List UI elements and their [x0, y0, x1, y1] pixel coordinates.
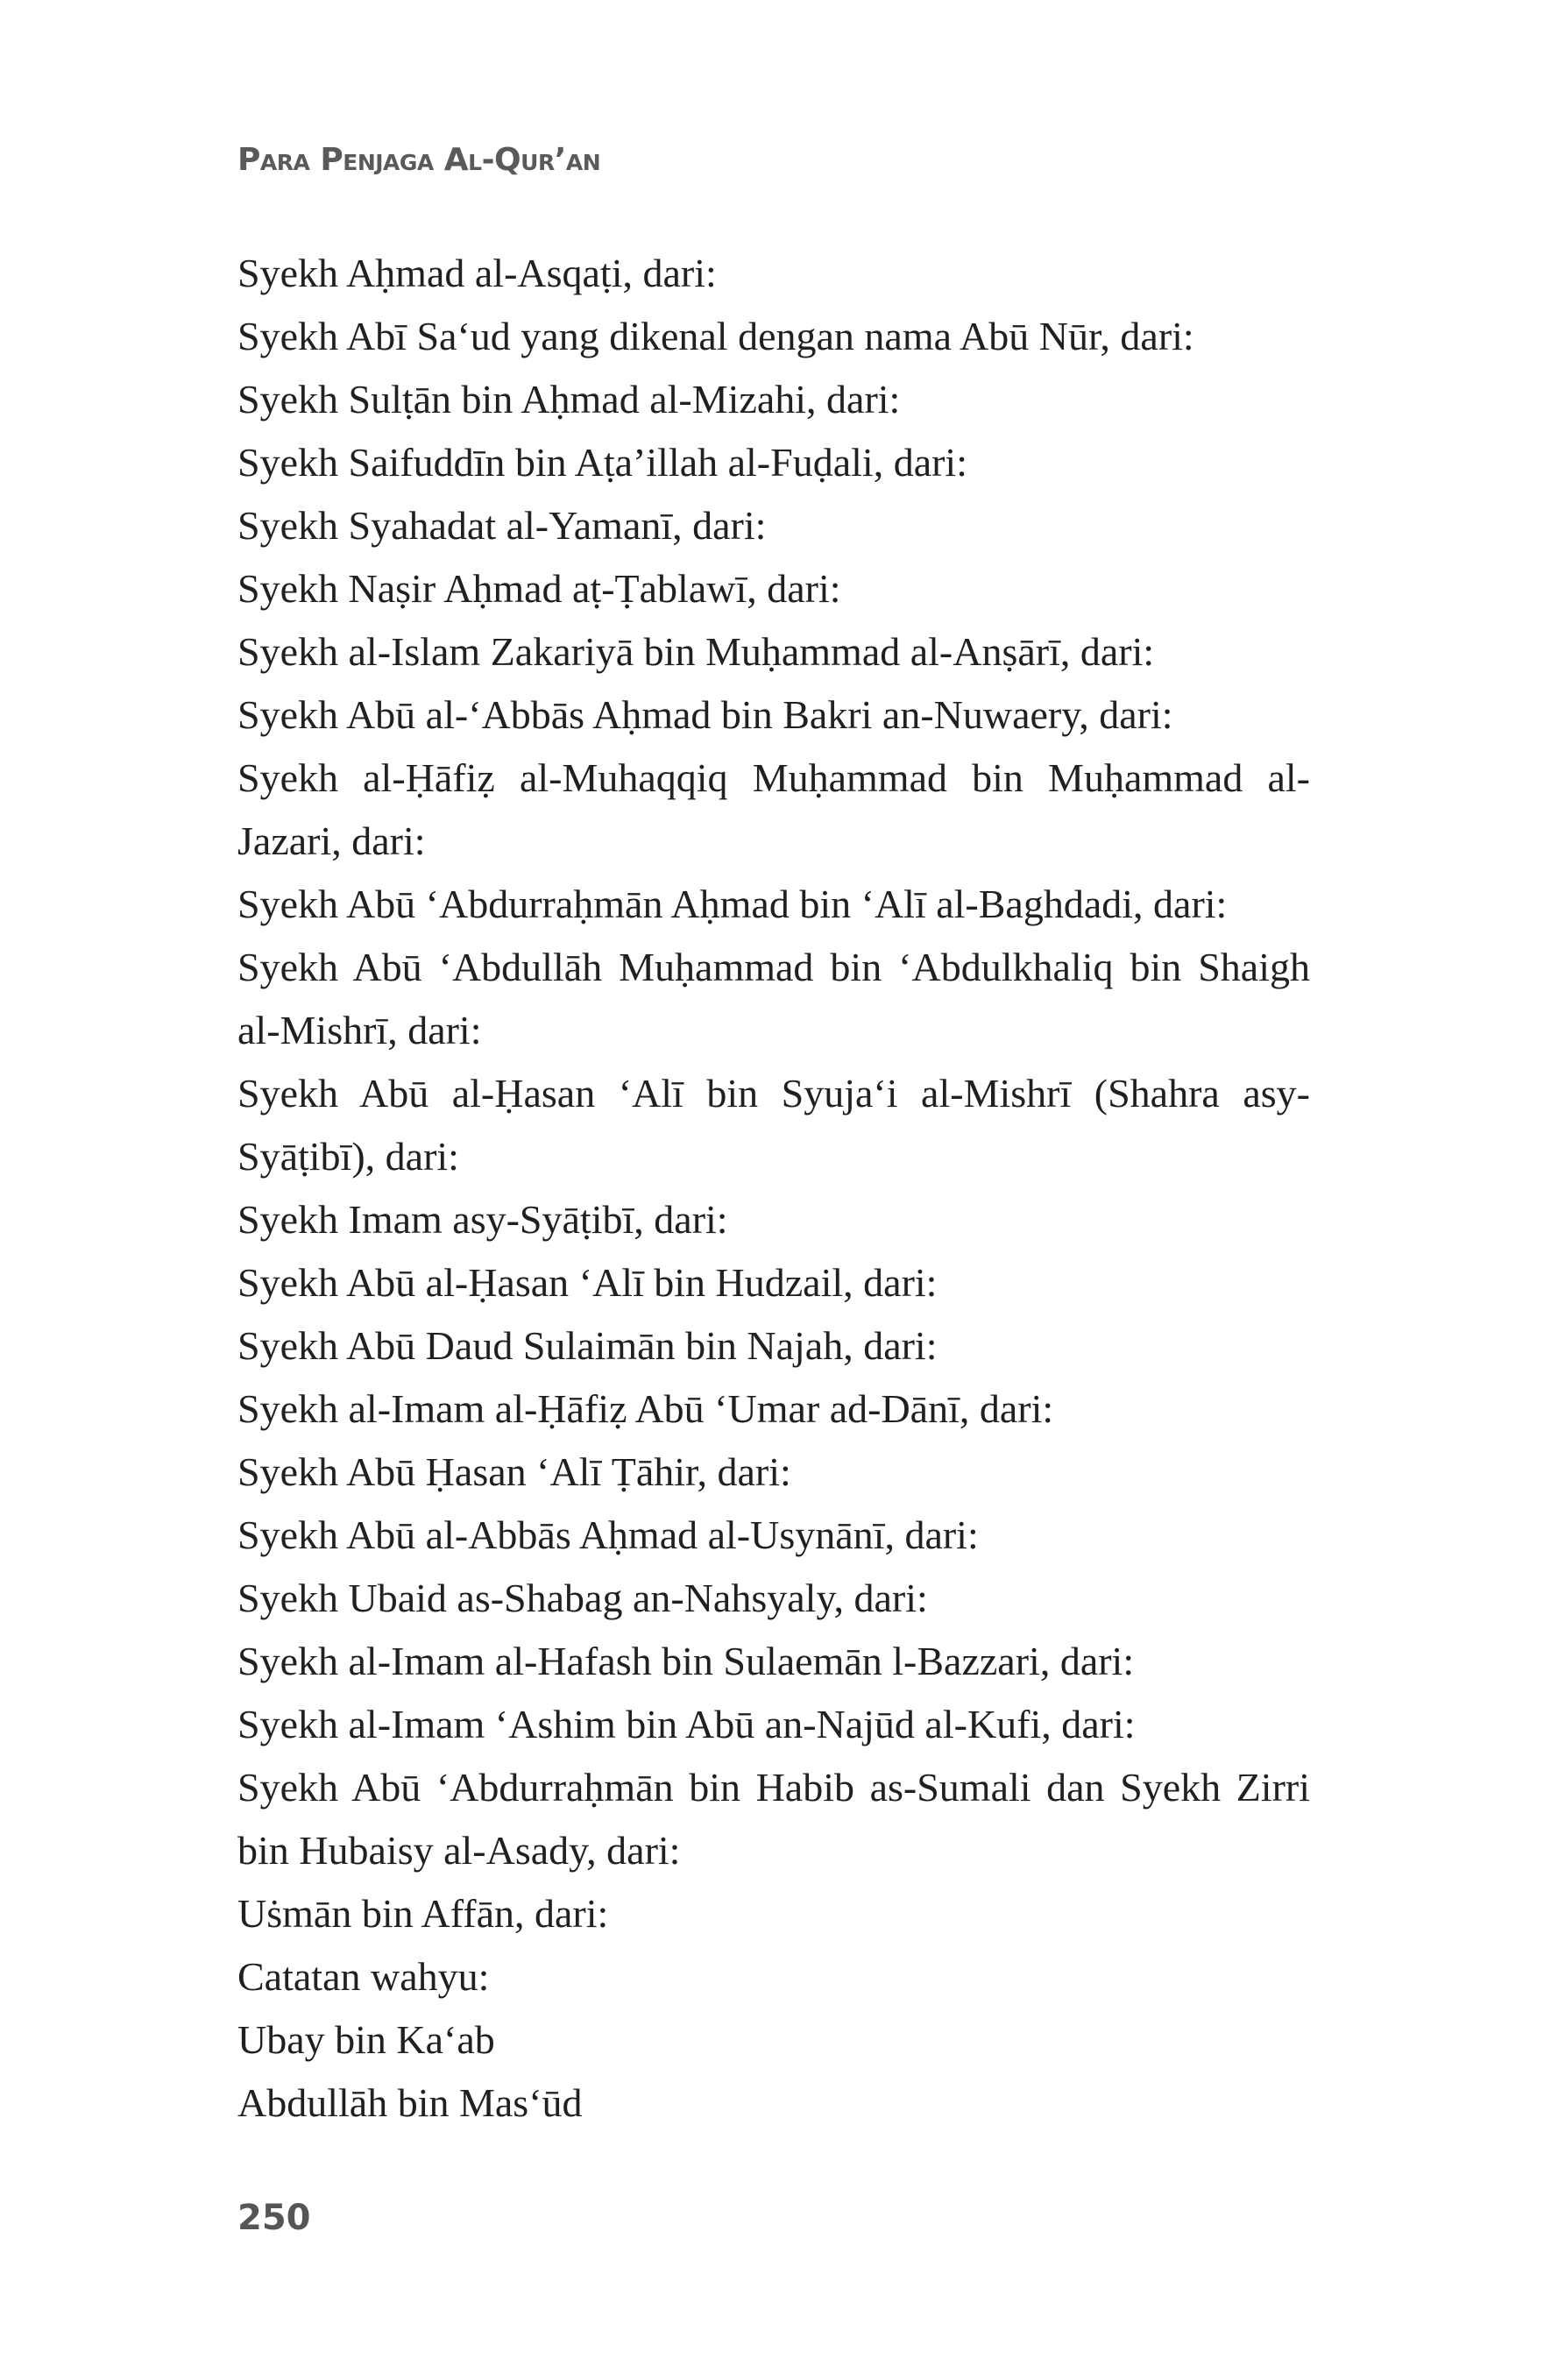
chain-entry-line: Syekh Abū al-Ḥasan ‘Alī bin Hudzail, dari: — [237, 1260, 938, 1305]
chain-entry — [237, 1567, 1310, 1630]
chain-entry-line: Syekh Abī Sa‘ud yang dikenal dengan nama Abū Nūr, dari: — [237, 314, 1194, 358]
chain-entry — [237, 620, 1310, 684]
page-number: 250 — [237, 2198, 311, 2238]
chain-entry — [237, 936, 1310, 1062]
chain-entry — [237, 557, 1310, 620]
chain-entry-line: Catatan wahyu: — [237, 1954, 490, 1999]
chain-entry — [237, 494, 1310, 557]
chain-entry-line: Syekh al-Imam ‘Ashim bin Abū an-Najūd al-Kufi, dari: — [237, 1702, 1136, 1746]
chain-entry — [237, 305, 1310, 368]
chain-entry-line: Syekh Abū al-‘Abbās Aḥmad bin Bakri an-Nuwaery, dari: — [237, 692, 1173, 737]
chain-entry-line: Syekh Abū al-Ḥasan ‘Alī bin Syuja‘i al-Mishrī (Shahra asy- — [237, 1071, 1310, 1116]
chain-entry — [237, 1251, 1310, 1314]
running-header: Para Penjaga Al-Qur’an — [237, 142, 601, 178]
chain-entry-line: Ubay bin Ka‘ab — [237, 2017, 495, 2062]
chain-entry-line: Syekh Abū Daud Sulaimān bin Najah, dari: — [237, 1323, 938, 1368]
chain-entry — [237, 1378, 1310, 1441]
chain-entry-line: Syekh Sulṭān bin Aḥmad al-Mizahi, dari: — [237, 377, 901, 421]
chain-entry-line: Syekh Imam asy-Syāṭibī, dari: — [237, 1197, 728, 1242]
chain-entry-line: Syekh Syahadat al-Yamanī, dari: — [237, 503, 767, 548]
chain-entry — [237, 747, 1310, 873]
chain-entry — [237, 1188, 1310, 1251]
chain-entry-line: Syekh al-Imam al-Ḥāfiẓ Abū ‘Umar ad-Dānī, dari: — [237, 1386, 1054, 1431]
chain-entry — [237, 1630, 1310, 1693]
chain-entry-line: Syekh Abū ‘Abdurraḥmān Aḥmad bin ‘Alī al-Baghdadi, dari: — [237, 882, 1228, 926]
chain-entry — [237, 684, 1310, 747]
chain-entry — [237, 1062, 1310, 1188]
chain-entry-line: al-Mishrī, dari: — [237, 1008, 482, 1052]
sanad-chain-list — [237, 242, 1310, 2135]
chain-entry-line: Syekh Abū ‘Abdullāh Muḥammad bin ‘Abdulkhaliq bin Shaigh — [237, 945, 1310, 989]
chain-entry-line: Syekh Naṣir Aḥmad aṭ-Ṭablawī, dari: — [237, 566, 841, 611]
chain-entry-line: Syekh Abū ‘Abdurraḥmān bin Habib as-Sumali dan Syekh Zirri — [237, 1765, 1310, 1810]
chain-entry — [237, 242, 1310, 305]
chain-entry-line: bin Hubaisy al-Asady, dari: — [237, 1828, 681, 1873]
chain-entry — [237, 1504, 1310, 1567]
chain-entry-line: Syekh al-Islam Zakariyā bin Muḥammad al-Anṣārī, dari: — [237, 629, 1155, 674]
chain-entry — [237, 2008, 1310, 2072]
chain-entry — [237, 431, 1310, 494]
chain-entry-line: Syekh al-Ḥāfiẓ al-Muhaqqiq Muḥammad bin Muḥammad al- — [237, 755, 1310, 800]
chain-entry — [237, 1756, 1310, 1882]
chain-entry — [237, 873, 1310, 936]
chain-entry — [237, 1882, 1310, 1945]
chain-entry — [237, 1945, 1310, 2008]
chain-entry — [237, 2072, 1310, 2135]
chain-entry — [237, 1693, 1310, 1756]
chain-entry — [237, 368, 1310, 431]
chain-entry-line: Uṡmān bin Affān, dari: — [237, 1891, 609, 1936]
chain-entry — [237, 1441, 1310, 1504]
chain-entry-line: Syekh Ubaid as-Shabag an-Nahsyaly, dari: — [237, 1576, 928, 1620]
chain-entry-line: Syekh al-Imam al-Hafash bin Sulaemān l-Bazzari, dari: — [237, 1639, 1135, 1683]
chain-entry-line: Syekh Saifuddīn bin Aṭa’illah al-Fuḍali, dari: — [237, 440, 967, 485]
chain-entry-line: Syāṭibī), dari: — [237, 1134, 459, 1179]
chain-entry-line: Syekh Abū Ḥasan ‘Alī Ṭāhir, dari: — [237, 1449, 791, 1494]
chain-entry-line: Jazari, dari: — [237, 818, 426, 863]
chain-entry-line: Abdullāh bin Mas‘ūd — [237, 2080, 583, 2125]
chain-entry-line: Syekh Aḥmad al-Asqaṭi, dari: — [237, 251, 717, 295]
chain-entry-line: Syekh Abū al-Abbās Aḥmad al-Usynānī, dari: — [237, 1512, 979, 1557]
chain-entry — [237, 1314, 1310, 1378]
